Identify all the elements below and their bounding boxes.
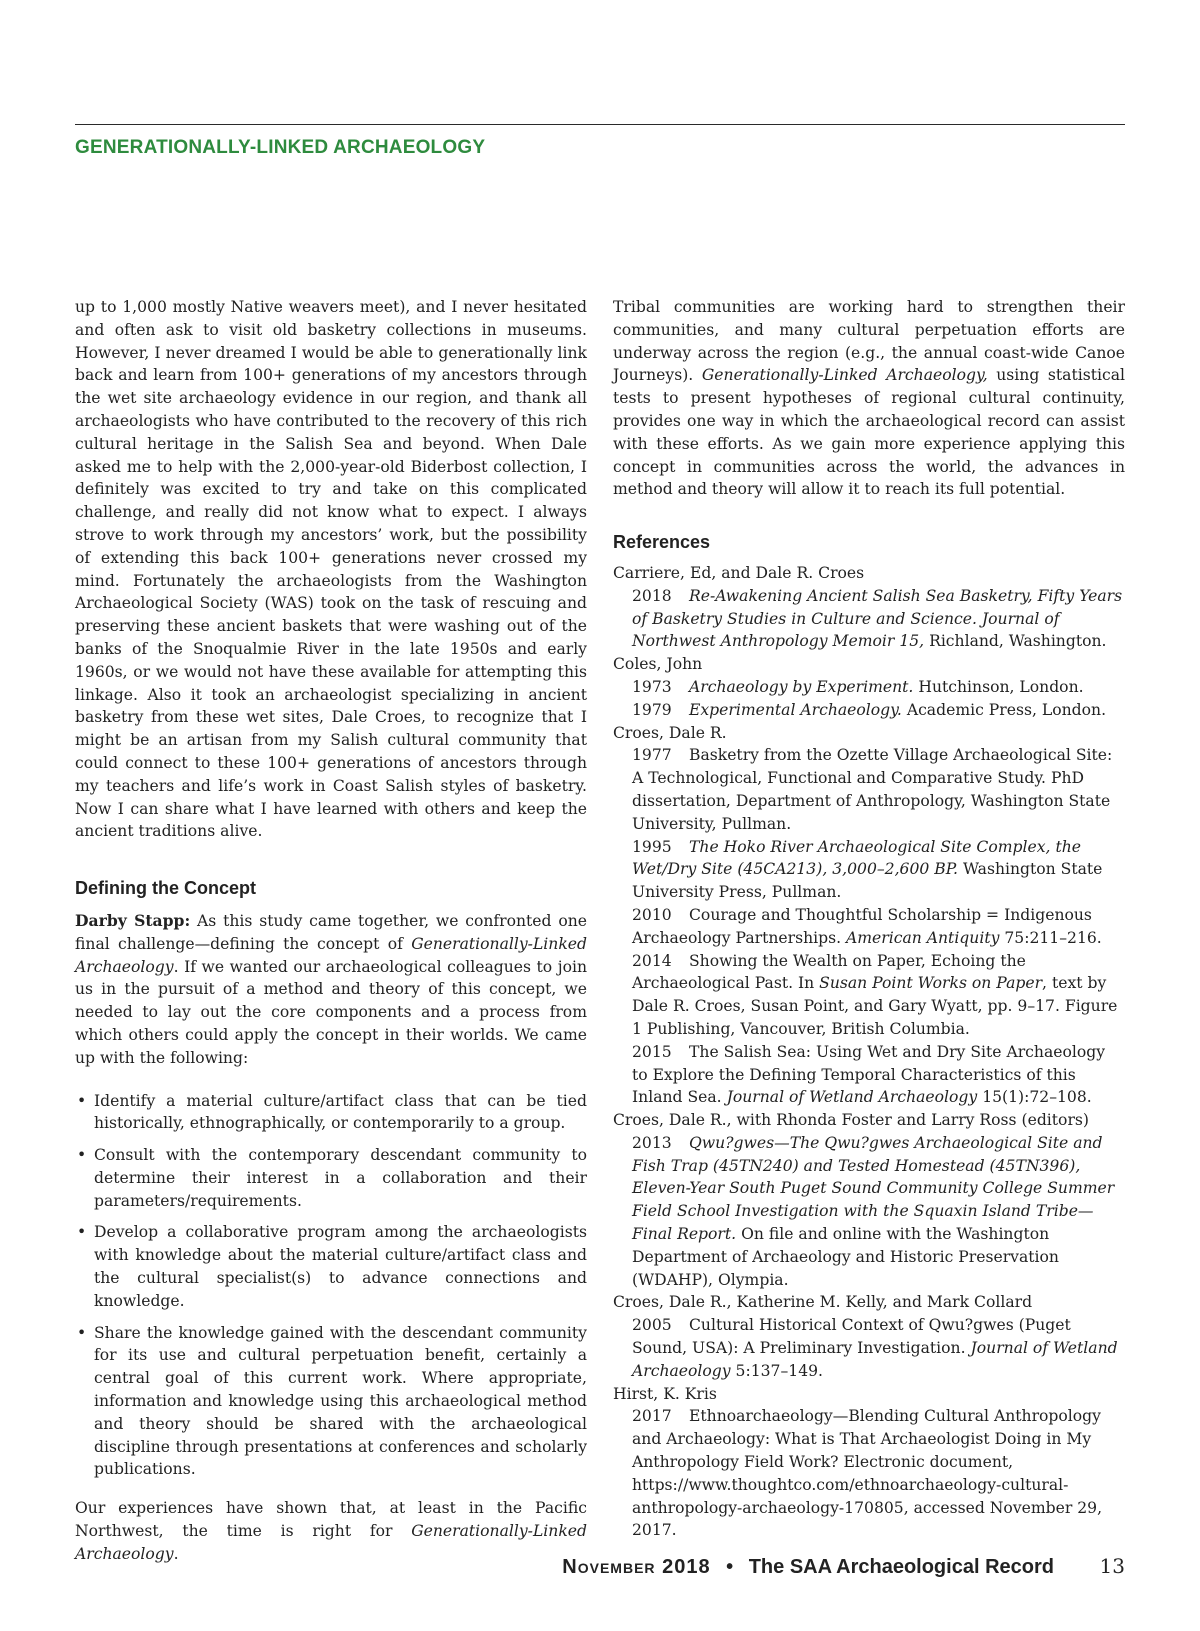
footer-bullet: •	[726, 1556, 734, 1578]
reference-author: Hirst, K. Kris	[613, 1384, 717, 1403]
speaker-name: Darby Stapp:	[75, 910, 191, 930]
paragraph: Our experiences have shown that, at least in the Pacific Northwest, the time is right for Generationally-Linked Archaeology.	[75, 1499, 587, 1563]
reference-author: Croes, Dale R.	[613, 723, 727, 742]
running-head: GENERATIONALLY-LINKED ARCHAEOLOGY	[75, 137, 486, 158]
references-heading: References	[613, 532, 711, 553]
reference-entry: 1973 Archaeology by Experiment. Hutchinson, London.	[632, 677, 1084, 696]
list-item: • Share the knowledge gained with the descendant community for its use and cultural perpetuation benefit, certainly a central goal of this current work. Where appropriate, information and knowledge using this archaeological method and theory should be shared with the archaeological discipline through presentations at conferences and scholarly publications.	[75, 1322, 587, 1482]
reference-entry: 2017 Ethnoarchaeology—Blending Cultural Anthropology and Archaeology: What is That Archaeologist Doing in My Anthropology Field Work? Electronic document, https://www.thoughtco.com/ethnoarchaeology-cultural-anthropology-archaeology-170805, accessed November 29, 2017.	[632, 1407, 1103, 1540]
left-column	[75, 296, 587, 1566]
reference-entry: 2018 Re-Awakening Ancient Salish Sea Basketry, Fifty Years of Basketry Studies in Culture and Science. Journal of Northwest Anthropology Memoir 15, Richland, Washington.	[632, 586, 1123, 651]
list-item: • Consult with the contemporary descendant community to determine their interest in a collaboration and their parameters/requirements.	[75, 1144, 587, 1212]
reference-entry: 1977 Basketry from the Ozette Village Archaeological Site: A Technological, Functional and Comparative Study. PhD dissertation, Department of Anthropology, Washington State University, Pullman.	[632, 746, 1113, 833]
reference-entry: 1995 The Hoko River Archaeological Site Complex, the Wet/Dry Site (45CA213), 3,000–2,600 BP. Washington State University Press, Pullman.	[632, 837, 1103, 902]
paragraph: Tribal communities are working hard to strengthen their communities, and many cultural perpetuation efforts are underway across the region (e.g., the annual coast-wide Canoe Journeys). Generationally-Linked Archaeology, using statistical tests to present hypotheses of regional cultural continuity, provides one way in which the archaeological record can assist with these efforts. As we gain more experience applying this concept in communities across the world, the advances in method and theory will allow it to reach its full potential.	[613, 298, 1125, 499]
reference-entry: 1979 Experimental Archaeology. Academic Press, London.	[632, 700, 1107, 719]
page-number: 13	[1099, 1554, 1125, 1578]
reference-entry: 2010 Courage and Thoughtful Scholarship = Indigenous Archaeology Partnerships. American Antiquity 75:211–216.	[632, 905, 1102, 947]
concept-list	[75, 1090, 587, 1482]
paragraph: up to 1,000 mostly Native weavers meet), and I never hesitated and often ask to visit old basketry collections in museums. However, I never dreamed I would be able to generationally link back and learn from 100+ generations of my ancestors through the wet site archaeology evidence in our region, and thank all archaeologists who have contributed to the recovery of this rich cultural heritage in the Salish Sea and beyond. When Dale asked me to help with the 2,000-year-old Biderbost collection, I definitely was excited to try and take on this complicated challenge, and really did not know what to expect. I always strove to work through my ancestors’ work, but the possibility of extending this back 100+ generations never crossed my mind. Fortunately the archaeologists from the Washington Archaeological Society (WAS) took on the task of rescuing and preserving these ancient baskets that were washing out of the banks of the Snoqualmie River in the late 1950s and early 1960s, or we would not have these available for attempting this linkage. Also it took an archaeologist specializing in ancient basketry from these wet sites, Dale Croes, to recognize that I might be an artisan from my Salish cultural community that could connect to these 100+ generations of ancestors through my teachers and life’s work in Coast Salish styles of basketry. Now I can share what I have learned with others and keep the ancient traditions alive.	[75, 298, 587, 841]
reference-entry: 2015 The Salish Sea: Using Wet and Dry Site Archaeology to Explore the Defining Temporal Characteristics of this Inland Sea. Journal of Wetland Archaeology 15(1):72–108.	[632, 1042, 1106, 1107]
reference-author: Carriere, Ed, and Dale R. Croes	[613, 563, 865, 582]
reference-author: Coles, John	[613, 655, 703, 674]
page-footer	[562, 1554, 1125, 1579]
reference-entry: 2013 Qwu?gwes—The Qwu?gwes Archaeological Site and Fish Trap (45TN240) and Tested Homestead (45TN396), Eleven-Year South Puget Sound Community College Summer Field School Investigation with the Squaxin Island Tribe—Final Report. On file and online with the Washington Department of Archaeology and Historic Preservation (WDAHP), Olympia.	[632, 1133, 1115, 1289]
issue-date: November 2018	[562, 1556, 711, 1578]
header-rule	[75, 124, 1125, 125]
right-column	[613, 296, 1125, 1542]
paragraph: Darby Stapp: As this study came together, we confronted one final challenge—defining the concept of Generationally-Linked Archaeology. If we wanted our archaeological colleagues to join us in the pursuit of a method and theory of this concept, we needed to lay out the core components and a process from which others could apply the concept in their worlds. We came up with the following:	[75, 910, 587, 1067]
reference-entry: 2005 Cultural Historical Context of Qwu?gwes (Puget Sound, USA): A Preliminary Investigation. Journal of Wetland Archaeology 5:137–149.	[632, 1316, 1118, 1380]
reference-author: Croes, Dale R., with Rhonda Foster and Larry Ross (editors)	[613, 1111, 1089, 1130]
journal-title: The SAA Archaeological Record	[748, 1556, 1054, 1578]
reference-entry: 2014 Showing the Wealth on Paper, Echoing the Archaeological Past. In Susan Point Works on Paper, text by Dale R. Croes, Susan Point, and Gary Wyatt, pp. 9–17. Figure 1 Publishing, Vancouver, British Columbia.	[632, 951, 1118, 1038]
section-heading: Defining the Concept	[75, 878, 256, 899]
list-item: • Develop a collaborative program among the archaeologists with knowledge about the material culture/artifact class and the cultural specialist(s) to advance connections and knowledge.	[75, 1221, 587, 1312]
list-item: • Identify a material culture/artifact class that can be tied historically, ethnographically, or contemporarily to a group.	[75, 1090, 587, 1136]
reference-author: Croes, Dale R., Katherine M. Kelly, and Mark Collard	[613, 1293, 1033, 1312]
